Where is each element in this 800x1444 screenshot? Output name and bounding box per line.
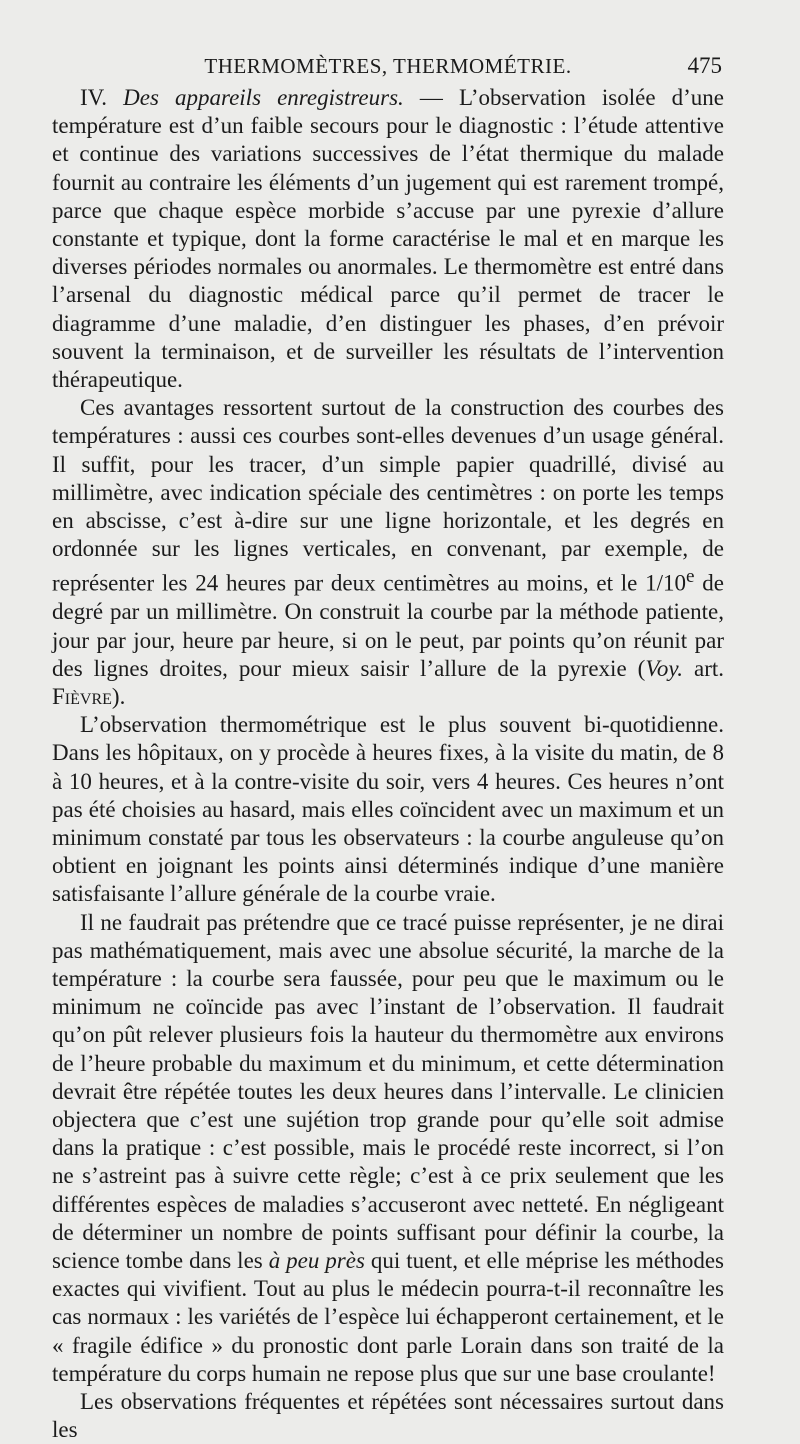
page-number: 475 bbox=[687, 53, 722, 78]
paragraph-text: qui tuent, et elle méprise les méthodes exactes qui vivifient. Tout au plus le médecin pourra-t-il reconnaître les cas normaux : les variétés de l’espèce lui échapperont certainement, et le « fragile édifice » du pronostic dont parle Lorain dans son traité de la température du corps humain ne repose plus que sur une base croulante! bbox=[52, 1247, 725, 1386]
paragraph-courbes bbox=[52, 394, 724, 711]
voy-reference: Voy. bbox=[645, 655, 684, 681]
fievre-reference: Fièvre bbox=[52, 683, 112, 709]
running-head bbox=[52, 50, 724, 82]
paragraph-text: Il ne faudrait pas prétendre que ce tracé puisse représenter, je ne dirai pas mathématiquement, mais avec une absolue sécurité, la marche de la température : la courbe sera faussée, pour peu que le maximum ou le minimum ne coïncide pas avec l’instant de l’observation. Il faudrait qu’on pût relever plusieurs fois la hauteur du thermomètre aux environs de l’heure probable du maximum et du minimum, et cette détermination devrait être répétée toutes les deux heures dans l’intervalle. Le clinicien objectera que c’est une sujétion trop grande pour qu’elle soit admise dans la pratique : c’est possible, mais le procédé reste incorrect, si l’on ne s’astreint pas à suivre cette règle; c’est à ce prix seulement que les différentes espèces de maladies s’accuseront avec netteté. En négligeant de déterminer un nombre de points suffisant pour définir la courbe, la science tombe dans les bbox=[52, 909, 724, 1273]
paragraph-text: Ces avantages ressortent surtout de la construction des courbes des températures : aussi ces courbes sont-elles devenues d’un usage général. Il suffit, pour les tracer, d’un simple papier quadrillé, divisé au millimètre, avec indication spéciale des centimètres : on porte les temps en abscisse, c’est à-dire sur une ligne horizontale, et les degrés en ordonnée sur les lignes verticales, en convenant, par exemple, de représenter les 24 heures par deux centimètres au moins, et le 1/10 bbox=[52, 395, 724, 597]
paragraph-text: — L’observation isolée d’une température est d’un faible secours pour le diagnostic : l’étude attentive et continue des variations successives de l’état thermique du malade fournit au contraire les éléments d’un jugement qui est rarement trompé, parce que chaque espèce morbide s’accuse par une pyrexie d’allure constante et typique, dont la forme caractérise le mal et en marque les diverses périodes normales ou anormales. Le thermomètre est entré dans l’arsenal du diagnostic médical parce qu’il permet de tracer le diagramme d’une maladie, d’en distinguer les phases, d’en prévoir souvent la terminaison, et de surveiller les résultats de l’intervention thérapeutique. bbox=[52, 85, 725, 393]
paragraph-text: de degré par un millimètre. On construit la courbe par la méthode patiente, jour par jour, heure par heure, si on le peut, par points qu’on réunit par des lignes droites, pour mieux saisir l’allure de la pyrexie ( bbox=[52, 571, 724, 681]
running-title: THERMOMÈTRES, THERMOMÉTRIE. bbox=[204, 54, 572, 78]
superscript: e bbox=[686, 566, 695, 588]
paragraph-section-iv bbox=[52, 84, 724, 394]
paragraph-observation: L’observation thermométrique est le plus souvent bi-quotidienne. Dans les hôpitaux, on y procède à heures fixes, à la visite du matin, de 8 à 10 heures, et à la contre-visite du soir, vers 4 heures. Ces heures n’ont pas été choisies au hasard, mais elles coïncident avec un maximum et un minimum constaté par tous les observateurs : la courbe anguleuse qu’on obtient en joignant les points ainsi déterminés indique d’une manière satisfaisante l’allure générale de la courbe vraie. bbox=[52, 712, 724, 907]
paragraph-continued: Les observations fréquentes et répétées sont nécessaires surtout dans les bbox=[52, 1389, 724, 1443]
section-numeral: IV. bbox=[80, 85, 108, 110]
paragraph-trace bbox=[52, 909, 724, 1388]
section-heading: Des appareils enregistreurs. bbox=[123, 85, 404, 110]
italic-phrase: à peu près bbox=[268, 1247, 365, 1273]
body-text bbox=[52, 84, 724, 1444]
paragraph-text: ). bbox=[111, 683, 126, 709]
paragraph-text: art. bbox=[683, 655, 725, 681]
